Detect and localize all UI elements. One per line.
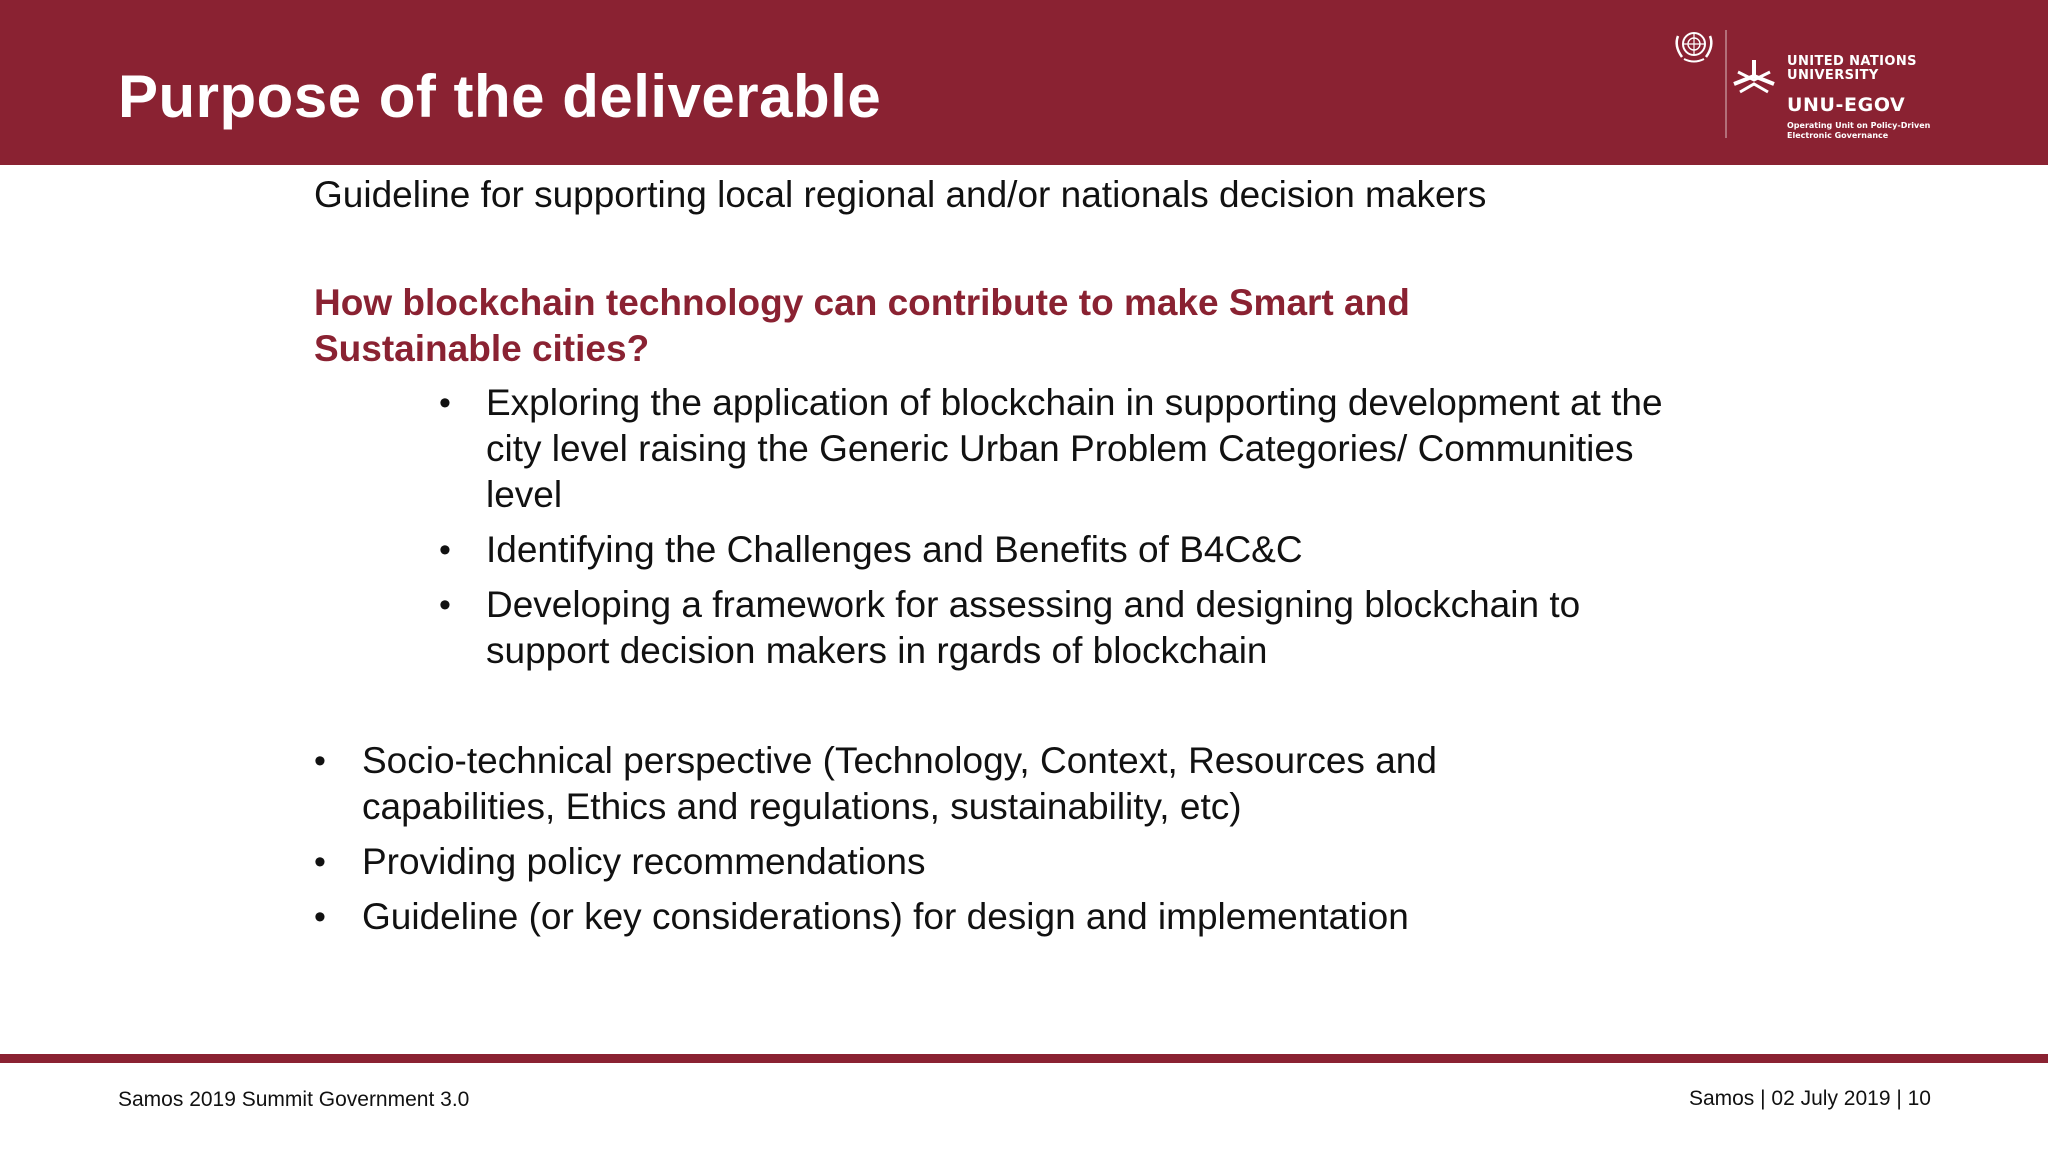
list-item bbox=[314, 738, 1542, 830]
main-bullet-list bbox=[314, 738, 1734, 940]
logo-text bbox=[1787, 55, 1957, 140]
logo-org-name: UNITED NATIONS UNIVERSITY bbox=[1787, 54, 1917, 83]
list-item-text: Identifying the Challenges and Benefits of B4C&C bbox=[486, 529, 1303, 570]
list-item-text: Providing policy recommendations bbox=[362, 841, 926, 882]
intro-text: Guideline for supporting local regional and/or nationals decision makers bbox=[314, 174, 1487, 215]
bullet-icon: • bbox=[439, 384, 451, 422]
sub-bullet-list bbox=[314, 380, 1734, 674]
list-item bbox=[439, 380, 1666, 518]
slide-content bbox=[314, 172, 1734, 949]
list-item-text: Socio-technical perspective (Technology, Context, Resources and capabilities, Ethics and regulations, sustainability, etc) bbox=[362, 740, 1437, 827]
list-item bbox=[314, 839, 1542, 885]
key-question: How blockchain technology can contribute to make Smart and Sustainable cities? bbox=[314, 282, 1410, 369]
list-item bbox=[439, 582, 1666, 674]
unu-logo-icon bbox=[1730, 56, 1778, 96]
bullet-icon: • bbox=[314, 843, 326, 881]
list-item-text: Exploring the application of blockchain in supporting development at the city level raising the Generic Urban Problem Categories/ Communities level bbox=[486, 382, 1663, 515]
bullet-icon: • bbox=[314, 742, 326, 780]
bullet-icon: • bbox=[439, 531, 451, 569]
footer-divider bbox=[0, 1054, 2048, 1063]
footer-date-page: Samos | 02 July 2019 | 10 bbox=[1688, 1087, 1931, 1110]
slide-title: Purpose of the deliverable bbox=[118, 63, 882, 130]
logo-divider bbox=[1725, 30, 1727, 138]
list-item bbox=[314, 894, 1542, 940]
bullet-icon: • bbox=[439, 586, 451, 624]
footer-event-name: Samos 2019 Summit Government 3.0 bbox=[118, 1088, 470, 1111]
list-item bbox=[439, 527, 1666, 573]
list-item-text: Developing a framework for assessing and designing blockchain to support decision makers in rgards of blockchain bbox=[486, 584, 1581, 671]
bullet-icon: • bbox=[314, 898, 326, 936]
logo-unit-description: Operating Unit on Policy-Driven Electronic Governance bbox=[1787, 121, 1931, 140]
un-emblem-icon bbox=[1666, 26, 1722, 66]
list-item-text: Guideline (or key considerations) for design and implementation bbox=[362, 896, 1409, 937]
logo-unit-name: UNU-EGOV bbox=[1787, 94, 1906, 116]
